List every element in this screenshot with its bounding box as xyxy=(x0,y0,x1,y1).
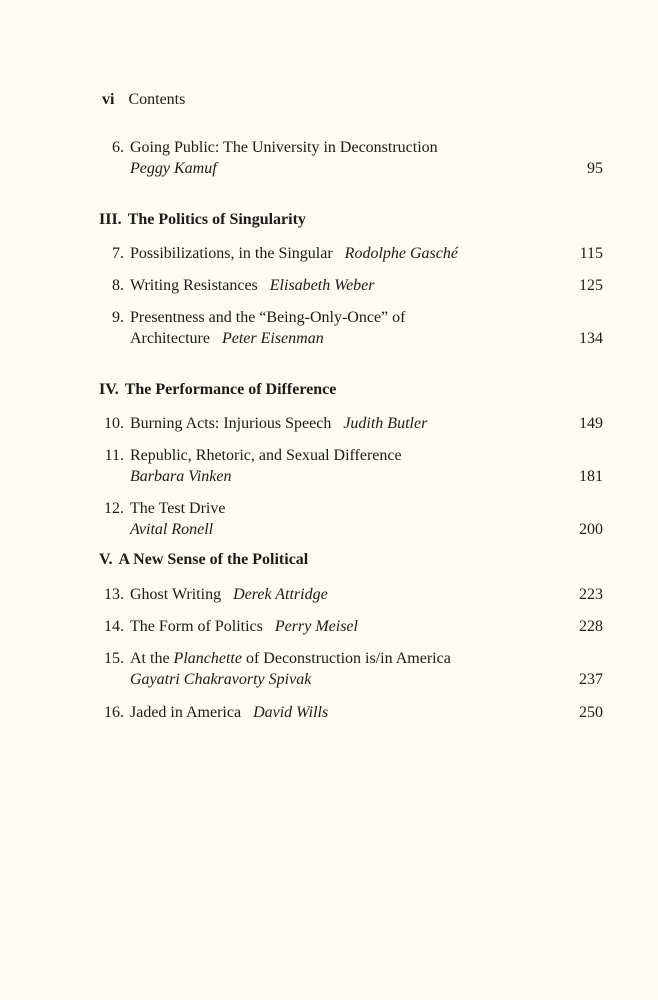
entry-number: 16. xyxy=(104,704,124,721)
entry-page: 250 xyxy=(579,704,603,721)
entry-title: At the Planchette of Deconstruction is/in America xyxy=(130,650,451,667)
entry-number: 6. xyxy=(112,139,124,156)
entry-title: Burning Acts: Injurious Speech xyxy=(130,415,332,432)
entry-page: 95 xyxy=(587,160,603,177)
entry-author: Barbara Vinken xyxy=(130,468,232,485)
entry-title: Presentness and the “Being-Only-Once” of xyxy=(130,309,406,326)
entry-author: Perry Meisel xyxy=(274,618,358,635)
entry-number: 12. xyxy=(104,500,124,517)
entry-title: The Test Drive xyxy=(130,500,226,517)
entry-title: The Form of Politics xyxy=(130,618,263,635)
entry-page: 237 xyxy=(579,671,603,688)
entry-number: 14. xyxy=(104,618,124,635)
page-number: vi xyxy=(102,91,115,108)
entry-number: 10. xyxy=(104,415,124,432)
entry-number: 7. xyxy=(112,245,124,262)
entry-author: Gayatri Chakravorty Spivak xyxy=(130,671,312,688)
entry-author: Elisabeth Weber xyxy=(269,277,375,294)
entry-page: 200 xyxy=(579,521,603,538)
entry-author: Rodolphe Gasché xyxy=(344,245,458,262)
entry-author: Avital Ronell xyxy=(130,521,214,538)
entry-page: 223 xyxy=(579,586,603,603)
entry-number: 8. xyxy=(112,277,124,294)
header-title: Contents xyxy=(128,91,186,108)
entry-title: Republic, Rhetoric, and Sexual Difference xyxy=(130,447,402,464)
entry-page: 228 xyxy=(579,618,603,635)
entry-title: Ghost Writing xyxy=(130,586,222,603)
entry-number: 13. xyxy=(104,586,124,603)
entry-page: 125 xyxy=(579,277,603,294)
entry-title: Going Public: The University in Deconstruction xyxy=(130,139,438,156)
entry-title-cont: Architecture xyxy=(130,330,210,347)
entry-title: Possibilizations, in the Singular xyxy=(130,245,333,262)
entry-number: 15. xyxy=(104,650,124,667)
entry-author: Derek Attridge xyxy=(233,586,328,603)
running-header xyxy=(102,91,185,109)
entry-number: 11. xyxy=(104,447,124,464)
section-heading-iii: III. The Politics of Singularity xyxy=(99,211,306,228)
entry-author: Peggy Kamuf xyxy=(130,160,217,177)
entry-title: Jaded in America xyxy=(130,704,242,721)
entry-author: Peter Eisenman xyxy=(221,330,324,347)
entry-author: David Wills xyxy=(253,704,329,721)
entry-page: 115 xyxy=(579,245,603,262)
entry-page: 134 xyxy=(579,330,603,347)
section-heading-iv: IV. The Performance of Difference xyxy=(99,381,337,398)
entry-author: Judith Butler xyxy=(343,415,428,432)
entry-number: 9. xyxy=(112,309,124,326)
section-heading-v: V. A New Sense of the Political xyxy=(99,551,309,568)
entry-page: 149 xyxy=(579,415,603,432)
entry-title: Writing Resistances xyxy=(130,277,258,294)
entry-page: 181 xyxy=(579,468,603,485)
